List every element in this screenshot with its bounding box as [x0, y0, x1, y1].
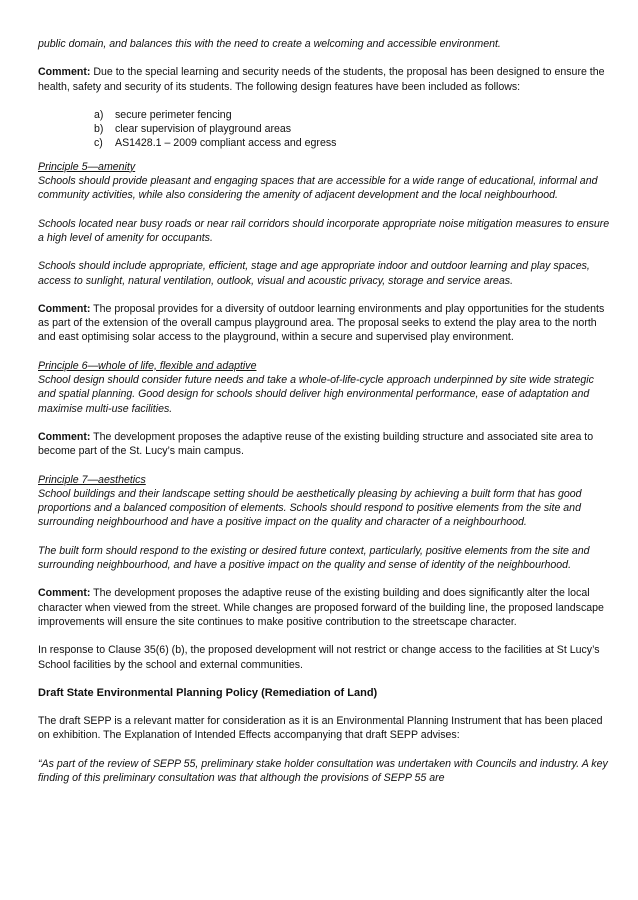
comment-paragraph-2: [38, 302, 612, 345]
list-item: [94, 136, 612, 150]
principle-7-text-2: The built form should respond to the existing or desired future context, particularly, positive elements from the site and surrounding neighbourhood, and have a positive impact on the quality and sense of identity of the neighbourhood.: [38, 544, 590, 572]
list-marker: b): [94, 123, 104, 136]
comment-paragraph-3: [38, 430, 612, 459]
clause-paragraph: In response to Clause 35(6) (b), the proposed development will not restrict or change access to the facilities at St Lucy’s School facilities by the school and external communities.: [38, 644, 600, 671]
design-features-list: [38, 108, 612, 151]
quote-paragraph: “As part of the review of SEPP 55, preliminary stake holder consultation was undertaken with Councils and industry. A key finding of this preliminary consultation was that although the provisions of SEPP 55 are: [38, 757, 608, 784]
principle-5-text-3: Schools should include appropriate, efficient, stage and age appropriate indoor and outdoor learning and play spaces, access to sunlight, natural ventilation, outlook, visual and acoustic privacy, storage and service areas.: [38, 260, 590, 287]
sepp-paragraph: The draft SEPP is a relevant matter for consideration as it is an Environmental Planning Instrument that has been placed on exhibition. The Explanation of Intended Effects accompanying that draft SEPP advises:: [38, 715, 603, 742]
list-item-text: clear supervision of playground areas: [115, 123, 292, 136]
principle-7-text-1: School buildings and their landscape setting should be aesthetically pleasing by achieving a built form that has good proportions and a balanced composition of elements. Schools should respond to positive elements from the site and surrounding neighbourhood and have a positive impact on the quality and character of a neighbourhood.: [38, 487, 582, 529]
comment-text: Due to the special learning and security needs of the students, the proposal has been designed to ensure the health, safety and security of its students. The following design features have been included as follows:: [38, 66, 605, 93]
principle-6-title: Principle 6—whole of life, flexible and adaptive: [38, 359, 257, 372]
list-item: [94, 122, 612, 136]
principle-5-text-2: Schools located near busy roads or near rail corridors should incorporate appropriate noise mitigation measures to ensure a high level of amenity for occupants.: [38, 217, 610, 244]
section-heading: Draft State Environmental Planning Policy (Remediation of Land): [38, 686, 378, 699]
principle-5-text-1: Schools should provide pleasant and engaging spaces that are accessible for a wide range of educational, informal and community activities, while also considering the amenity of adjacent development and the local neighbourhood.: [38, 175, 598, 202]
comment-text: The development proposes the adaptive reuse of the existing building structure and associated site area to become part of the St. Lucy’s main campus.: [38, 430, 594, 458]
comment-label: Comment:: [38, 66, 91, 79]
comment-paragraph-4: [38, 586, 612, 629]
comment-paragraph-1: [38, 65, 612, 94]
comment-text: The development proposes the adaptive reuse of the existing building and does significantly alter the local character when viewed from the street. While changes are proposed forward of the building line, the proposed landscape improvements will ensure the site continues to make positive contribution to the streetscape character.: [38, 587, 604, 628]
comment-label: Comment:: [38, 587, 91, 600]
comment-label: Comment:: [38, 430, 91, 443]
principle-7-title: Principle 7—aesthetics: [38, 473, 146, 486]
comment-label: Comment:: [38, 302, 91, 315]
list-item: [94, 108, 612, 122]
intro-paragraph: public domain, and balances this with the need to create a welcoming and accessible environment.: [38, 38, 501, 50]
principle-6-text: School design should consider future needs and take a whole-of-life-cycle approach underpinned by site wide strategic and spatial planning. Good design for schools should deliver high environmental performance, ease of adaptation and maximise multi-use facilities.: [38, 374, 594, 415]
principle-5-title: Principle 5—amenity: [38, 160, 136, 173]
list-item-text: AS1428.1 – 2009 compliant access and egress: [115, 137, 337, 150]
comment-text: The proposal provides for a diversity of outdoor learning environments and play opportunities for the students as part of the extension of the overall campus playground area. The proposal seeks to extend the play area to the north and east optimising solar access to the playground, within a secure and supervised play environment.: [38, 302, 605, 344]
list-marker: c): [94, 137, 103, 150]
list-marker: a): [94, 108, 104, 121]
list-item-text: secure perimeter fencing: [115, 108, 232, 121]
